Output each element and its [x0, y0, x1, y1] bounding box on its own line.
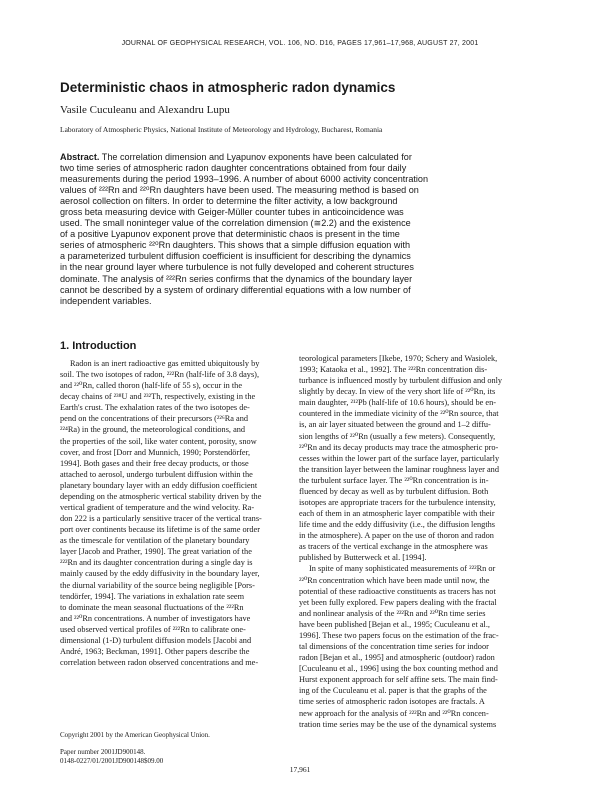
body-line: potential of these radioactive constituents as tracers has not: [299, 586, 496, 596]
body-line: as the timescale for ventilation of the planetary boundary: [60, 536, 250, 546]
body-line: don 222 is a particularly sensitive tracer of the vertical trans-: [60, 514, 262, 524]
body-line: sion lengths of ²²⁰Rn (usually a few meters). Consequently,: [299, 431, 496, 441]
body-line: attached to aerosol, undergo turbulent diffusion within the: [60, 469, 253, 479]
abstract-line: two time series of atmospheric radon daughter concentrations obtained from four daily: [60, 163, 407, 174]
body-line: cesses within the lower part of the surface layer, particularly: [299, 453, 500, 463]
body-line: vertical gradient of temperature and the wind velocity. Ra-: [60, 503, 255, 513]
body-line: isotopes are appropriate tracers for the turbulence intensity,: [299, 498, 496, 508]
abstract-line: gross beta measuring device with Geiger-Müller counter tubes in anticoincidence was: [60, 207, 404, 218]
body-line: depending on the atmospheric vertical stability driven by the: [60, 491, 262, 501]
body-line: and ²²⁰Rn concentrations. A number of investigators have: [60, 613, 251, 623]
left-column: [60, 358, 300, 668]
body-line: in the atmosphere). A paper on the use of thoron and radon: [299, 531, 494, 541]
abstract-line: measurements during the period 1993–1996. A number of about 6000 activity concentration: [60, 174, 429, 185]
body-line: [Cuculeanu et al., 1996] using the box counting method and: [299, 664, 498, 674]
body-line: turbance is influenced mostly by turbulent diffusion and only: [299, 376, 503, 386]
body-line: fluenced by decay as well as by turbulent diffusion. Both: [299, 486, 489, 496]
body-line: new approach for the analysis of ²²²Rn and ²²⁰Rn concen-: [299, 708, 489, 718]
body-line: teorological parameters [Ikebe, 1970; Schery and Wasiolek,: [299, 354, 498, 363]
body-line: the diurnal variability of the source being negligible [Pors-: [60, 580, 255, 590]
abstract-line: dominate. The analysis of ²²²Rn series confirms that the dynamics of the boundary layer: [60, 273, 413, 284]
issn: 0148-0227/01/2001JD900148$09.00: [60, 757, 164, 765]
body-line: radon [Bejan et al., 1995] and atmospheric (outdoor) radon: [299, 653, 495, 663]
body-line: 1996]. These two papers focus on the estimation of the frac-: [299, 630, 499, 640]
body-line: planetary boundary layer with an eddy diffusion coefficient: [60, 480, 258, 490]
authors: Vasile Cuculeanu and Alexandru Lupu: [60, 104, 230, 116]
body-line: ²²⁴Ra) in the ground, the meteorological conditions, and: [60, 425, 246, 435]
body-line: the turbulent surface layer. The ²²⁰Rn concentration is in-: [299, 475, 489, 485]
running-head: JOURNAL OF GEOPHYSICAL RESEARCH, VOL. 106, NO. D16, PAGES 17,961–17,968, AUGUST 27, 2001: [121, 40, 479, 47]
body-line: Earth's crust. The exhalation rates of the two isotopes de-: [60, 403, 250, 413]
abstract-label: Abstract.: [60, 152, 100, 162]
body-line: layer [Jacob and Prather, 1990]. The great variation of the: [60, 547, 252, 557]
abstract-line: of a positive Lyapunov exponent prove that deterministic chaos is present in the time: [60, 229, 400, 240]
body-line: each of them in an atmospheric layer compatible with their: [299, 509, 495, 519]
page-number: 17,961: [289, 765, 311, 774]
copyright-text: Copyright 2001 by the American Geophysical Union.: [60, 731, 210, 739]
abstract: [60, 152, 550, 307]
body-line: pend on the concentrations of their precursors (²²⁶Ra and: [60, 414, 249, 424]
body-line: countered in the immediate vicinity of the ²²⁰Rn source, that: [299, 409, 499, 419]
body-line: tration time series may be the use of the dynamical systems: [299, 719, 497, 729]
body-line: slightly by decay. In view of the very short life of ²²⁰Rn, its: [299, 387, 496, 397]
body-line: is, an air layer situated between the ground and 1–2 diffu-: [299, 420, 491, 430]
body-line: and nonlinear analysis of the ²²²Rn and ²²⁰Rn time series: [299, 608, 486, 618]
body-line: ²²²Rn and its daughter concentration during a single day is: [60, 558, 253, 568]
body-line: tal dimensions of the concentration time series for indoor: [299, 642, 489, 652]
abstract-line: series of atmospheric ²²⁰Rn daughters. This shows that a simple diffusion equation with: [60, 240, 411, 251]
body-line: Hurst exponent approach for self affine sets. The main find-: [299, 675, 498, 685]
body-line: the properties of the soil, like water content, porosity, snow: [60, 436, 257, 446]
body-line: decay chains of ²³⁸U and ²³²Th, respectively, existing in the: [60, 392, 256, 402]
body-line: 1994]. Both gases and their free decay products, or those: [60, 458, 249, 468]
right-column: [299, 353, 539, 730]
body-line: the transition layer between the laminar roughness layer and: [299, 464, 499, 474]
body-line: have been published [Bejan et al., 1995; Cuculeanu et al.,: [299, 619, 490, 629]
body-line: life time and the eddy diffusivity (i.e., the diffusion lengths: [299, 520, 496, 530]
body-line: 1993; Kataoka et al., 1992]. The ²²²Rn concentration dis-: [299, 365, 488, 375]
body-line: cover, and frost [Dorr and Munnich, 1990; Porstendörfer,: [60, 447, 251, 457]
abstract-line: Abstract. The correlation dimension and Lyapunov exponents have been calculated for: [60, 152, 412, 162]
body-line: correlation between radon observed concentrations and me-: [60, 658, 259, 668]
body-line: port over continents because its lifetime is of the same order: [60, 525, 260, 535]
abstract-line: a parameterized turbulent diffusion coefficient is insufficient for describing the dynamics: [60, 251, 411, 262]
body-line: main daughter, ²¹²Pb (half-life of 10.6 hours), should be en-: [299, 398, 496, 408]
paper-info: [60, 748, 290, 766]
body-line: to dominate the mean seasonal fluctuations of the ²²²Rn: [60, 602, 244, 612]
affiliation: Laboratory of Atmospheric Physics, National Institute of Meteorology and Hydrology, Bucharest, Romania: [60, 125, 383, 134]
body-line: soil. The two isotopes of radon, ²²²Rn (half-life of 3.8 days),: [60, 370, 260, 380]
body-line: yet been fully explored. Few papers dealing with the fractal: [299, 597, 497, 607]
abstract-line: independent variables.: [60, 295, 152, 306]
body-line: ²²⁰Rn and its decay products may trace the atmospheric pro-: [299, 442, 499, 452]
body-line: André, 1963; Beckman, 1991]. Other papers describe the: [60, 647, 250, 657]
body-line: as tracers of the vertical exchange in the atmosphere was: [299, 542, 488, 552]
body-line: dimensional (1-D) turbulent diffusion models [Jacobi and: [60, 635, 252, 645]
abstract-line: used. The small noninteger value of the correlation dimension (≅2.2) and the existence: [60, 218, 411, 229]
body-line: time series of atmospheric radon isotopes are fractals. A: [299, 697, 485, 707]
abstract-line: aerosol collection on filters. In order to determine the filter activity, a low background: [60, 196, 398, 207]
body-line: mainly caused by the eddy diffusivity in the boundary layer,: [60, 569, 260, 579]
abstract-line: cannot be described by a system of ordinary differential equations with a low number of: [60, 284, 411, 295]
abstract-line: values of ²²²Rn and ²²⁰Rn daughters have been used. The measuring method is based on: [60, 185, 419, 196]
body-line: In spite of many sophisticated measurements of ²²²Rn or: [309, 564, 496, 574]
paper-number: Paper number 2001JD900148.: [60, 748, 146, 756]
body-line: published by Butterweck et al. [1994].: [299, 553, 427, 563]
body-line: tendörfer, 1994]. The variations in exhalation rate seem: [60, 591, 245, 601]
body-line: and ²²⁰Rn, called thoron (half-life of 55 s), occur in the: [60, 381, 243, 391]
abstract-line: in the near ground layer where turbulence is not fully developed and coherent structures: [60, 262, 414, 273]
copyright-note: [60, 731, 290, 740]
body-line: ²²⁰Rn concentration which have been made until now, the: [299, 575, 490, 585]
section-heading-introduction: 1. Introduction: [60, 340, 137, 352]
body-line: used observed vertical profiles of ²²²Rn to calibrate one-: [60, 624, 246, 634]
article-title: Deterministic chaos in atmospheric radon dynamics: [60, 80, 396, 95]
body-line: ing of the Cuculeanu et al. paper is that the graphs of the: [299, 686, 487, 696]
body-line: Radon is an inert radioactive gas emitted ubiquitously by: [70, 359, 260, 368]
